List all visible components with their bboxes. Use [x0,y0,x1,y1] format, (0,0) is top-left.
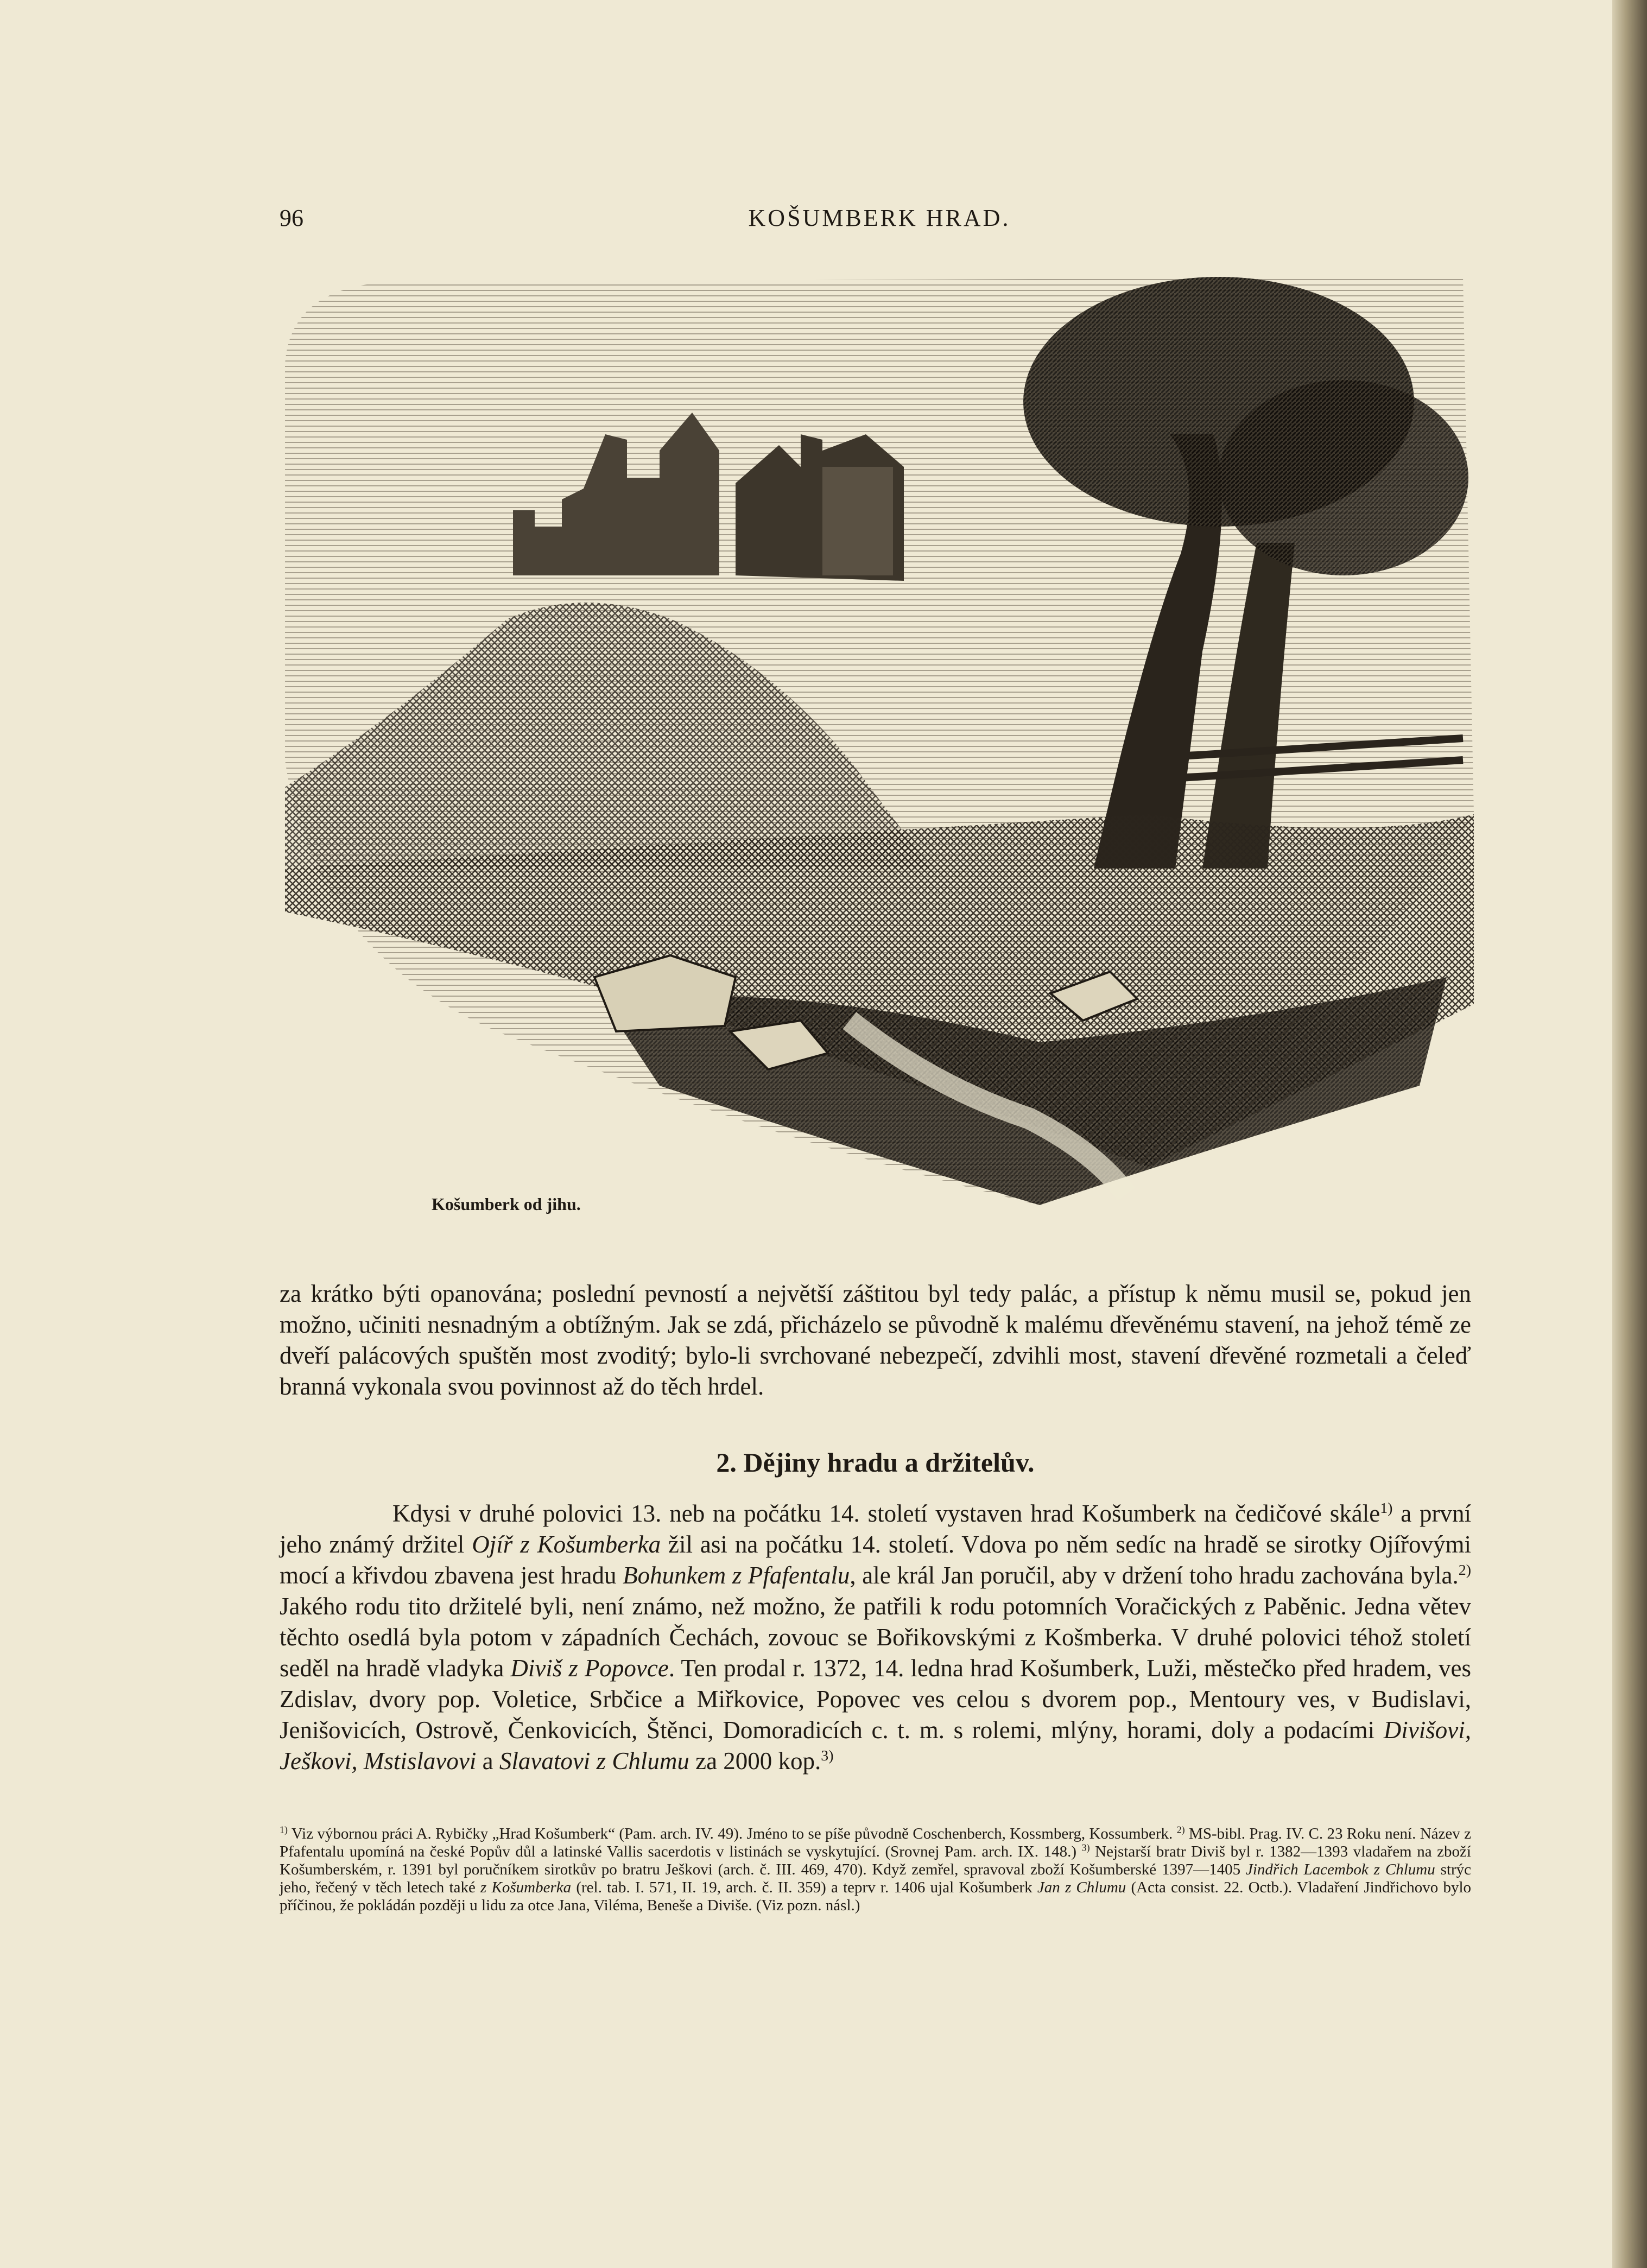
paragraph-2-text: Kdysi v druhé polovici 13. neb na počátku 14. století vystaven hrad Košumberk na čedičové skále [392,1500,1380,1527]
paragraph-2-text: žil asi na počátku 14. století. Vdova po něm sedíc na hradě se sirotky Ojířovými mocí a křivdou zbavena jest hradu [280,1531,1471,1589]
person-name: Slavatovi z Chlumu [499,1747,689,1775]
footnotes [280,1825,1471,1915]
footnote-marker-1: 1) [280,1824,288,1835]
footnote-text: (Acta consist. 22. Octb.). Vladaření Jindřichovo bylo příčinou, že pokládán později u lidu za otce Jana, Viléma, Beneše a Diviše. (Viz pozn. násl.) [280,1879,1472,1914]
illustration-caption: Košumberk od jihu. [432,1194,581,1214]
paragraph-2-text: a první jeho známý držitel [280,1500,1471,1558]
footnote-ref-2: 2) [1458,1562,1471,1579]
paragraph-2-text: Jakého rodu tito držitelé byli, není známo, než možno, že patřili k rodu potomních Voračických z Paběnic. Jedna větev těchto osedlá byla potom v západních Čechách, zovouc se Bořikovskými z Košmberka. V druhé polovici téhož století seděl na hradě vladyka [280,1593,1471,1682]
footnote-name: Jan z Chlumu [1037,1879,1126,1896]
castle-engraving [280,271,1479,1249]
running-head [280,204,1479,242]
footnote-marker-2: 2) [1176,1824,1185,1835]
person-name: Diviš z Popovce [510,1655,669,1682]
footnote-name: z Košumberka [480,1879,572,1896]
paragraph-2-text: za 2000 kop. [689,1747,821,1775]
person-name: Ojíř z Košumberka [472,1531,661,1558]
person-name: Divišovi, Ješkovi, Mstislavovi [280,1716,1471,1775]
footnote-ref-3: 3) [821,1747,834,1764]
footnote-text: strýc jeho, řečený v těch letech také [280,1861,1471,1896]
person-name: Bohunkem z Pfafentalu [623,1562,850,1589]
section-heading: 2. Dějiny hradu a držitelův. [716,1447,1035,1478]
footnote-marker-3: 3) [1081,1842,1090,1853]
page-edge [1612,0,1647,2268]
paragraph-2-text: . Ten prodal r. 1372, 14. ledna hrad Košumberk, Luži, městečko před hradem, ves Zdislav, dvory pop. Voletice, Srbčice a Miřkovice, Popovec ves celou s dvorem pop., Mentoury ves, v Budislavi, Jenišovicích, Ostrově, Čenkovicích, Štěnci, Domoradicích c. t. m. s rolemi, mlýny, horami, doly a podacími [280,1655,1471,1744]
footnote-text: Viz výbornou práci A. Rybičky „Hrad Košumberk“ (Pam. arch. IV. 49). Jméno to se píše původně Coschenberch, Kossmberg, Kossumberk. [287,1825,1177,1842]
paragraph-2-text: , ale král Jan poručil, aby v držení toho hradu zachována byla. [850,1562,1459,1589]
page-number: 96 [280,205,303,231]
footnote-text: Nejstarší bratr Diviš byl r. 1382—1393 vladařem na zboží Košumberském, r. 1391 byl poručníkem sirotkův po bratru Ješkovi (arch. č. III. 469, 470). Když zemřel, spravoval zboží Košumberské 1397—1405 [280,1843,1471,1878]
paragraph-2-text: a [476,1747,499,1775]
footnote-ref-1: 1) [1380,1500,1393,1517]
footnote-text: (rel. tab. I. 571, II. 19, arch. č. II. 359) a teprv r. 1406 ujal Košumberk [571,1879,1037,1896]
footnote-text: MS-bibl. Prag. IV. C. 23 Roku není. Název z Pfafentalu upomíná na české Popův důl a latinské Vallis sacerdotis v listinách se vyskytující. (Srovnej Pam. arch. IX. 148.) [280,1825,1471,1860]
body-paragraph-1: za krátko býti opanována; poslední pevností a největší záštitou byl tedy palác, a přístup k němu musil se, pokud jen možno, učiniti nesnadným a obtížným. Jak se zdá, přicházelo se původně k malému dřevěnému stavení, na jehož témě ze dveří palácových spuštěn most zvoditý; bylo-li svrchované nebezpečí, zdvihli most, stavení dřevěné rozmetali a čeleď branná vykonala svou povinnost až do těch hrdel. [280,1280,1471,1400]
footnote-name: Jindřich Lacembok z Chlumu [1246,1861,1435,1878]
body-paragraph-2 [280,1498,1471,1777]
header-title: KOŠUMBERK HRAD. [748,205,1011,231]
